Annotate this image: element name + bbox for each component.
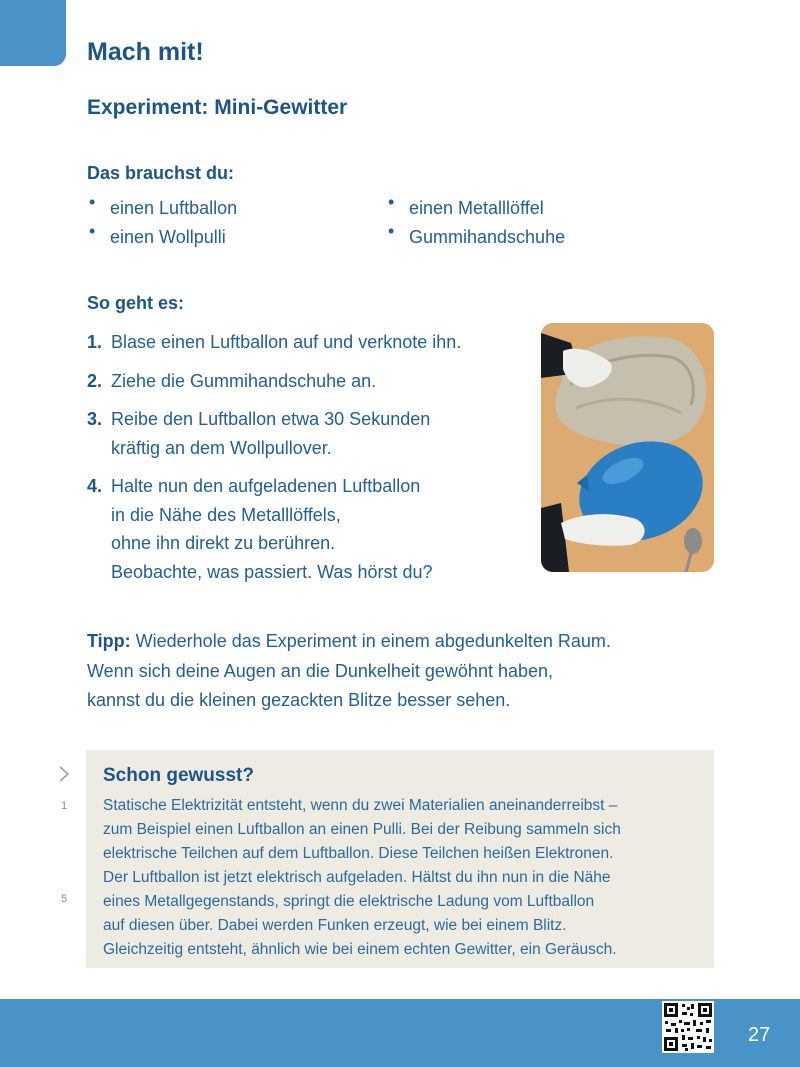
step-number: 1.: [87, 332, 103, 352]
material-item: • einen Metalllöffel: [388, 192, 544, 218]
material-item: • einen Wollpulli: [89, 221, 226, 247]
step-number: 2.: [87, 370, 103, 391]
line-number: 5: [61, 893, 68, 905]
info-box-text: Statische Elektrizität entsteht, wenn du zwei Materialien aneinanderreibst – zum Beispiel einen Luftballon an einen Pulli. Bei der Reibung sammeln sich elektrische Teilchen auf dem Luftballon. Diese Teilchen heißen Elektronen. Der Luftballon ist jetzt elektrisch aufgeladen. Hältst du ihn nun in die Nähe eines Metallgegenstands, springt die elektrische Ladung vom Luftballon auf diesen über. Dabei werden Funken erzeugt, wie bei einem Blitz. Gleichzeitig entsteht, ähnlich wie bei einem echten Gewitter, ein Geräusch.: [103, 797, 621, 958]
corner-tab: [0, 0, 66, 66]
bullet-icon: •: [388, 192, 395, 212]
materials-heading: Das brauchst du:: [87, 163, 235, 183]
materials-list-right: [386, 194, 565, 252]
info-box-heading: Schon gewusst?: [103, 765, 254, 786]
tip-paragraph: Tipp: Wiederhole das Experiment in einem abgedunkelten Raum. Wenn sich deine Augen an die Dunkelheit gewöhnt haben, kannst du die kleinen gezackten Blitze besser sehen.: [87, 631, 611, 710]
tip-label: Tipp:: [87, 631, 131, 651]
step-number: 3.: [87, 409, 103, 429]
bullet-icon: •: [388, 221, 395, 241]
step-item: 1. Blase einen Luftballon auf und verknote ihn.: [87, 328, 527, 357]
materials-list-left: [87, 194, 237, 252]
steps-heading: So geht es:: [87, 293, 185, 313]
material-item: • Gummihandschuhe: [388, 221, 566, 247]
bullet-icon: •: [89, 192, 96, 212]
step-item: 2. Ziehe die Gummihandschuhe an.: [87, 367, 527, 396]
step-item: 3. Reibe den Luftballon etwa 30 Sekunden kräftig an dem Wollpullover.: [87, 405, 527, 462]
qr-code-icon[interactable]: [662, 1001, 714, 1053]
step-item: 4. Halte nun den aufgeladenen Luftballon in die Nähe des Metalllöffels, ohne ihn direkt zu berühren. Beobachte, was passiert. Was hörst du?: [87, 472, 527, 586]
page-number: 27: [748, 1024, 771, 1046]
steps-list: [87, 328, 527, 596]
material-item: • einen Luftballon: [89, 192, 238, 218]
step-number: 4.: [87, 476, 103, 496]
bullet-icon: •: [89, 221, 96, 241]
chevron-right-icon: [58, 765, 70, 783]
info-box: [86, 750, 714, 968]
experiment-photo: [541, 323, 714, 572]
line-number: 1: [61, 800, 68, 812]
experiment-title: Experiment: Mini-Gewitter: [87, 96, 348, 119]
page-title: Mach mit!: [87, 38, 204, 66]
